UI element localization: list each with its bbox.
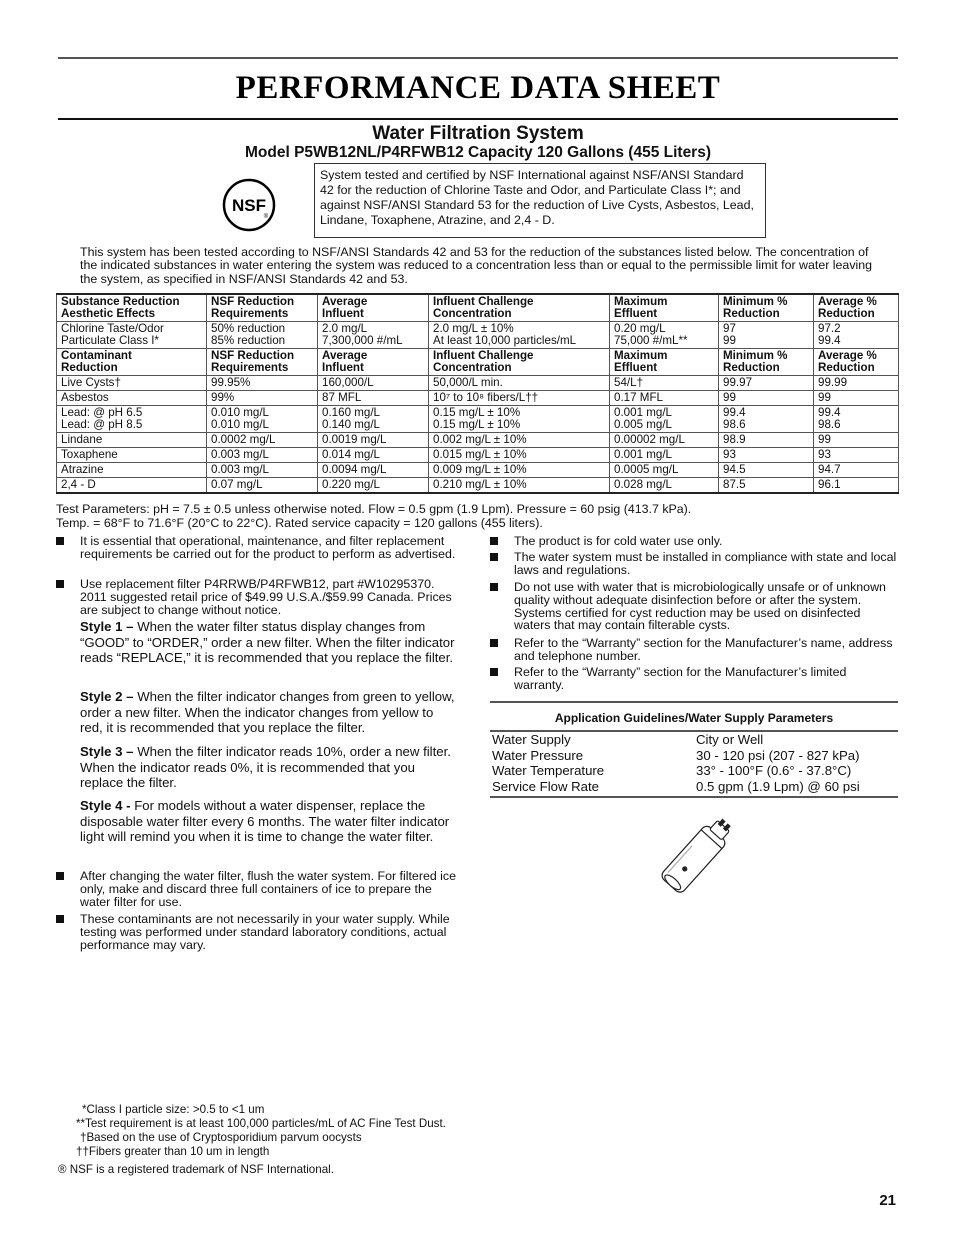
table-cell: 99% (207, 391, 318, 406)
table-cell: 0.17 MFL (610, 391, 719, 406)
page-title: PERFORMANCE DATA SHEET (235, 70, 721, 106)
table-cell: 99.4 98.6 (719, 406, 814, 433)
table-cell: Lead: @ pH 6.5 Lead: @ pH 8.5 (57, 406, 207, 433)
table-header-cell: Average Influent (318, 349, 429, 376)
title-rule (58, 118, 898, 120)
test-params-line-1: Test Parameters: pH = 7.5 ± 0.5 unless otherwise noted. Flow = 0.5 gpm (1.9 Lpm). Pressure = 60 psig (413.7 kPa). (56, 502, 692, 516)
table-header-cell: Influent Challenge Concentration (429, 349, 610, 376)
table-cell: 99 (814, 433, 899, 448)
table-cell: 99.4 98.6 (814, 406, 899, 433)
guideline-label: Water Supply (492, 732, 571, 747)
table-cell: 98.9 (719, 433, 814, 448)
style-text: When the filter indicator changes from green to yellow, order a new filter. When the indicator changes from yellow to red, it is recommended that you replace the filter. (80, 689, 455, 735)
style-label: Style 2 – (80, 689, 134, 704)
guideline-value: 0.5 gpm (1.9 Lpm) @ 60 psi (696, 778, 860, 794)
table-cell: Toxaphene (57, 448, 207, 463)
table-cell: 0.0094 mg/L (318, 463, 429, 478)
footnote: ††Fibers greater than 10 um in length (76, 1145, 270, 1158)
subtitle: Water Filtration System (372, 123, 584, 144)
table-row (57, 322, 899, 349)
table-cell: 2,4 - D (57, 478, 207, 494)
table-cell: 99 (719, 391, 814, 406)
test-parameters (56, 503, 898, 530)
bullet-text: The product is for cold water use only. (514, 534, 723, 548)
table-row (490, 748, 898, 764)
table-row (57, 406, 899, 433)
guideline-value: City or Well (696, 732, 764, 747)
table-cell: 50,000/L min. (429, 376, 610, 391)
style-text: When the water filter status display changes from “GOOD” to “ORDER,” order a new filter. When the filter indicator reads “REPLACE,” it is recommended that you replace the filter. (80, 619, 455, 665)
bullet-square-icon (490, 537, 498, 545)
table-header-cell: Minimum % Reduction (719, 294, 814, 322)
bullet-square-icon (56, 537, 64, 545)
guideline-label: Water Pressure (492, 747, 584, 763)
bullet-square-icon (56, 915, 64, 923)
table-header-cell: Average % Reduction (814, 294, 899, 322)
table-cell: 97 99 (719, 322, 814, 349)
table-cell: 87.5 (719, 478, 814, 494)
bullet-text: These contaminants are not necessarily in your water supply. While testing was performed under standard laboratory conditions, actual performance may vary. (80, 912, 450, 952)
style-label: Style 4 - (80, 798, 131, 813)
table-header-cell: Average % Reduction (814, 349, 899, 376)
table-cell: 0.014 mg/L (318, 448, 429, 463)
table-cell: 96.1 (814, 478, 899, 494)
table-header-cell: Maximum Effluent (610, 349, 719, 376)
guidelines-bottom-rule (490, 796, 898, 798)
table-cell: 0.210 mg/L ± 10% (429, 478, 610, 494)
bullet-square-icon (490, 668, 498, 676)
table-cell: 94.5 (719, 463, 814, 478)
style-4-paragraph (80, 798, 456, 845)
table-header-cell: Minimum % Reduction (719, 349, 814, 376)
table-cell: 0.028 mg/L (610, 478, 719, 494)
bullet-square-icon (490, 583, 498, 591)
table-cell: 160,000/L (318, 376, 429, 391)
test-params-line-2: Temp. = 68°F to 71.6°F (20°C to 22°C). Rated service capacity = 120 gallons (455 liters). (56, 515, 543, 530)
table-cell: 93 (719, 448, 814, 463)
footnote: †Based on the use of Cryptosporidium parvum oocysts (80, 1131, 362, 1144)
table-row (57, 376, 899, 391)
table-cell: 0.07 mg/L (207, 478, 318, 494)
footnote: *Class I particle size: >0.5 to <1 um (82, 1103, 265, 1116)
table-header-cell: Influent Challenge Concentration (429, 294, 610, 322)
table-cell: 0.010 mg/L 0.010 mg/L (207, 406, 318, 433)
bullet-square-icon (56, 580, 64, 588)
table-row (490, 763, 898, 779)
bullet-text: Do not use with water that is microbiologically unsafe or of unknown quality without adequate disinfection before or after the system. Systems certified for cyst reduction may be used on disinfected waters that may contain filterable cysts. (514, 580, 886, 633)
bullet-text: The water system must be installed in compliance with state and local laws and regulations. (514, 550, 897, 577)
style-label: Style 3 – (80, 744, 134, 759)
table-cell: 0.0019 mg/L (318, 433, 429, 448)
table-header-cell: Contaminant Reduction (57, 349, 207, 376)
table-header-row (57, 294, 899, 322)
svg-text:®: ® (263, 214, 269, 220)
table-cell: 0.009 mg/L ± 10% (429, 463, 610, 478)
top-rule (58, 57, 898, 59)
style-text: When the filter indicator reads 10%, order a new filter. When the indicator reads 0%, it is recommended that you replace the filter. (80, 744, 451, 790)
table-cell: 97.2 99.4 (814, 322, 899, 349)
table-cell: 99 (814, 391, 899, 406)
table-cell: 0.20 mg/L 75,000 #/mL** (610, 322, 719, 349)
table-header-cell: Substance Reduction Aesthetic Effects (57, 294, 207, 322)
bullet-text: After changing the water filter, flush the water system. For filtered ice only, make and discard three full containers of ice to prepare the water filter for use. (80, 869, 457, 909)
guideline-value: 33° - 100°F (0.6° - 37.8°C) (696, 763, 852, 778)
table-cell: 0.003 mg/L (207, 448, 318, 463)
certification-box: System tested and certified by NSF International against NSF/ANSI Standard 42 for the reduction of Chlorine Taste and Odor, and Particulate Class I*; and against NSF/ANSI Standard 53 for the reduction of Live Cysts, Asbestos, Lead, Lindane, Toxaphene, Atrazine, and 2,4 - D. (314, 163, 766, 238)
table-header-cell: Average Influent (318, 294, 429, 322)
style-label: Style 1 – (80, 619, 134, 634)
table-cell: Live Cysts† (57, 376, 207, 391)
table-row (57, 391, 899, 406)
table-cell: 54/L† (610, 376, 719, 391)
bullet-text: Refer to the “Warranty” section for the Manufacturer’s limited warranty. (514, 665, 847, 692)
bullet-square-icon (490, 553, 498, 561)
table-row (490, 732, 898, 748)
guidelines-table (490, 732, 898, 797)
table-cell: 99.95% (207, 376, 318, 391)
bullet-text: Use replacement filter P4RRWB/P4RFWB12, part #W10295370. 2011 suggested retail price of $49.99 U.S.A./$59.99 Canada. Prices are subject to change without notice. (80, 577, 452, 617)
table-cell: 50% reduction 85% reduction (207, 322, 318, 349)
table-cell: 0.001 mg/L 0.005 mg/L (610, 406, 719, 433)
nsf-logo-text: NSF (232, 196, 266, 215)
style-3-paragraph (80, 744, 456, 791)
table-cell: 0.00002 mg/L (610, 433, 719, 448)
table-header-cell: Maximum Effluent (610, 294, 719, 322)
table-cell: 0.220 mg/L (318, 478, 429, 494)
page-number: 21 (879, 1192, 896, 1209)
table-cell: Atrazine (57, 463, 207, 478)
table-cell: 99.97 (719, 376, 814, 391)
table-cell: 10⁷ to 10⁸ fibers/L†† (429, 391, 610, 406)
table-cell: 0.003 mg/L (207, 463, 318, 478)
table-cell: 0.160 mg/L 0.140 mg/L (318, 406, 429, 433)
style-2-paragraph (80, 689, 456, 736)
footnote: **Test requirement is at least 100,000 particles/mL of AC Fine Test Dust. (76, 1117, 446, 1130)
bullet-square-icon (490, 639, 498, 647)
table-header-cell: NSF Reduction Requirements (207, 294, 318, 322)
guideline-label: Water Temperature (492, 763, 605, 778)
table-cell: 0.0002 mg/L (207, 433, 318, 448)
bullet-text: Refer to the “Warranty” section for the Manufacturer’s name, address and telephone number. (514, 636, 893, 663)
trademark-note: ® NSF is a registered trademark of NSF International. (58, 1163, 334, 1176)
table-row (57, 463, 899, 478)
table-cell: 0.002 mg/L ± 10% (429, 433, 610, 448)
guidelines-title: Application Guidelines/Water Supply Parameters (490, 701, 898, 732)
intro-paragraph: This system has been tested according to NSF/ANSI Standards 42 and 53 for the reduction of the substances listed below. The concentration of the indicated substances in water entering the system was reduced to a concentration less than or equal to the permissible limit for water leaving the system, as specified in NSF/ANSI Standards 42 and 53. (80, 245, 873, 286)
table-cell: 2.0 mg/L 7,300,000 #/mL (318, 322, 429, 349)
table-header-row (57, 349, 899, 376)
table-cell: 0.015 mg/L ± 10% (429, 448, 610, 463)
style-1-paragraph (80, 619, 456, 666)
guideline-label: Service Flow Rate (492, 778, 600, 794)
table-cell: 87 MFL (318, 391, 429, 406)
table-cell: 2.0 mg/L ± 10% At least 10,000 particles/mL (429, 322, 610, 349)
table-header-cell: NSF Reduction Requirements (207, 349, 318, 376)
table-cell: Chlorine Taste/Odor Particulate Class I* (57, 322, 207, 349)
guideline-value: 30 - 120 psi (207 - 827 kPa) (696, 747, 860, 763)
table-cell: Lindane (57, 433, 207, 448)
table-row (57, 478, 899, 494)
table-cell: 0.0005 mg/L (610, 463, 719, 478)
model-line: Model P5WB12NL/P4RFWB12 Capacity 120 Gallons (455 Liters) (245, 144, 711, 161)
water-filter-cartridge-illustration (640, 812, 750, 912)
table-cell: 0.001 mg/L (610, 448, 719, 463)
table-cell: 94.7 (814, 463, 899, 478)
bullet-square-icon (56, 872, 64, 880)
table-row (57, 433, 899, 448)
style-text: For models without a water dispenser, replace the disposable water filter every 6 months. The water filter indicator light will remind you when it is time to change the water filter. (80, 798, 450, 844)
table-cell: Asbestos (57, 391, 207, 406)
table-row (57, 448, 899, 463)
performance-table (56, 293, 899, 494)
nsf-logo (222, 178, 276, 232)
table-cell: 99.99 (814, 376, 899, 391)
table-cell: 93 (814, 448, 899, 463)
bullet-text: It is essential that operational, maintenance, and filter replacement requirements be carried out for the product to perform as advertised. (80, 534, 456, 561)
table-cell: 0.15 mg/L ± 10% 0.15 mg/L ± 10% (429, 406, 610, 433)
table-row (490, 779, 898, 798)
